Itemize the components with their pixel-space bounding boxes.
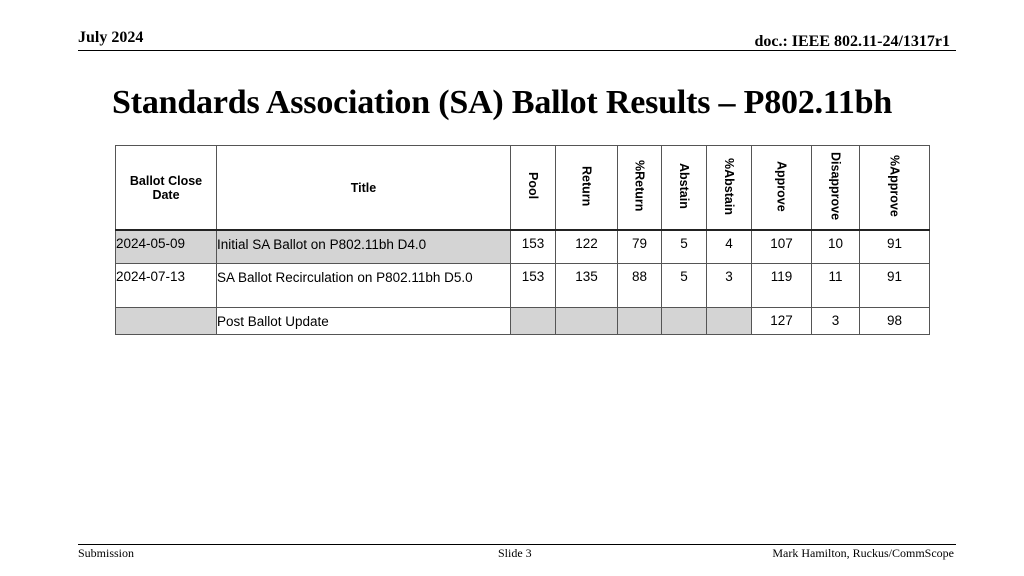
cell-approve: 107	[752, 230, 812, 264]
cell-return	[556, 308, 618, 335]
cell-pct-abstain: 3	[707, 264, 752, 308]
header-date: July 2024	[78, 29, 144, 46]
cell-pct-return: 79	[618, 230, 662, 264]
header-doc-id: doc.: IEEE 802.11-24/1317r1	[754, 33, 950, 50]
cell-title: Initial SA Ballot on P802.11bh D4.0	[217, 230, 511, 264]
cell-pct-return	[618, 308, 662, 335]
col-header-title: Title	[217, 146, 511, 231]
footer-submission: Submission	[78, 546, 135, 560]
footer-slide-number: Slide 3	[498, 546, 532, 560]
cell-date: 2024-05-09	[116, 230, 217, 264]
col-header-abstain: Abstain	[662, 146, 707, 231]
col-header-return: Return	[556, 146, 618, 231]
cell-return: 122	[556, 230, 618, 264]
cell-title: SA Ballot Recirculation on P802.11bh D5.0	[217, 264, 511, 308]
cell-pct-approve: 98	[860, 308, 930, 335]
cell-approve: 127	[752, 308, 812, 335]
col-header-ballot-close-date: Ballot Close Date	[116, 146, 217, 231]
table-row	[116, 264, 930, 308]
cell-pool: 153	[511, 230, 556, 264]
cell-disapprove: 11	[812, 264, 860, 308]
table-header-row	[116, 146, 930, 231]
ballot-results-table	[115, 145, 930, 335]
cell-pct-abstain: 4	[707, 230, 752, 264]
table-row	[116, 308, 930, 335]
cell-disapprove: 10	[812, 230, 860, 264]
cell-approve: 119	[752, 264, 812, 308]
table-row	[116, 230, 930, 264]
col-header-pct-return: %Return	[618, 146, 662, 231]
cell-pool: 153	[511, 264, 556, 308]
col-header-approve: Approve	[752, 146, 812, 231]
cell-pct-approve: 91	[860, 264, 930, 308]
col-header-pct-approve: %Approve	[860, 146, 930, 231]
col-header-pool: Pool	[511, 146, 556, 231]
cell-abstain: 5	[662, 230, 707, 264]
cell-abstain	[662, 308, 707, 335]
cell-abstain: 5	[662, 264, 707, 308]
cell-title: Post Ballot Update	[217, 308, 511, 335]
header-rule	[78, 50, 956, 51]
cell-date	[116, 308, 217, 335]
col-header-disapprove: Disapprove	[812, 146, 860, 231]
cell-pct-abstain	[707, 308, 752, 335]
col-header-pct-abstain: %Abstain	[707, 146, 752, 231]
cell-return: 135	[556, 264, 618, 308]
footer-rule	[78, 544, 956, 545]
cell-date: 2024-07-13	[116, 264, 217, 308]
cell-pct-approve: 91	[860, 230, 930, 264]
cell-pool	[511, 308, 556, 335]
footer-author: Mark Hamilton, Ruckus/CommScope	[772, 546, 954, 560]
cell-pct-return: 88	[618, 264, 662, 308]
cell-disapprove: 3	[812, 308, 860, 335]
slide-title: Standards Association (SA) Ballot Results – P802.11bh	[112, 84, 893, 121]
